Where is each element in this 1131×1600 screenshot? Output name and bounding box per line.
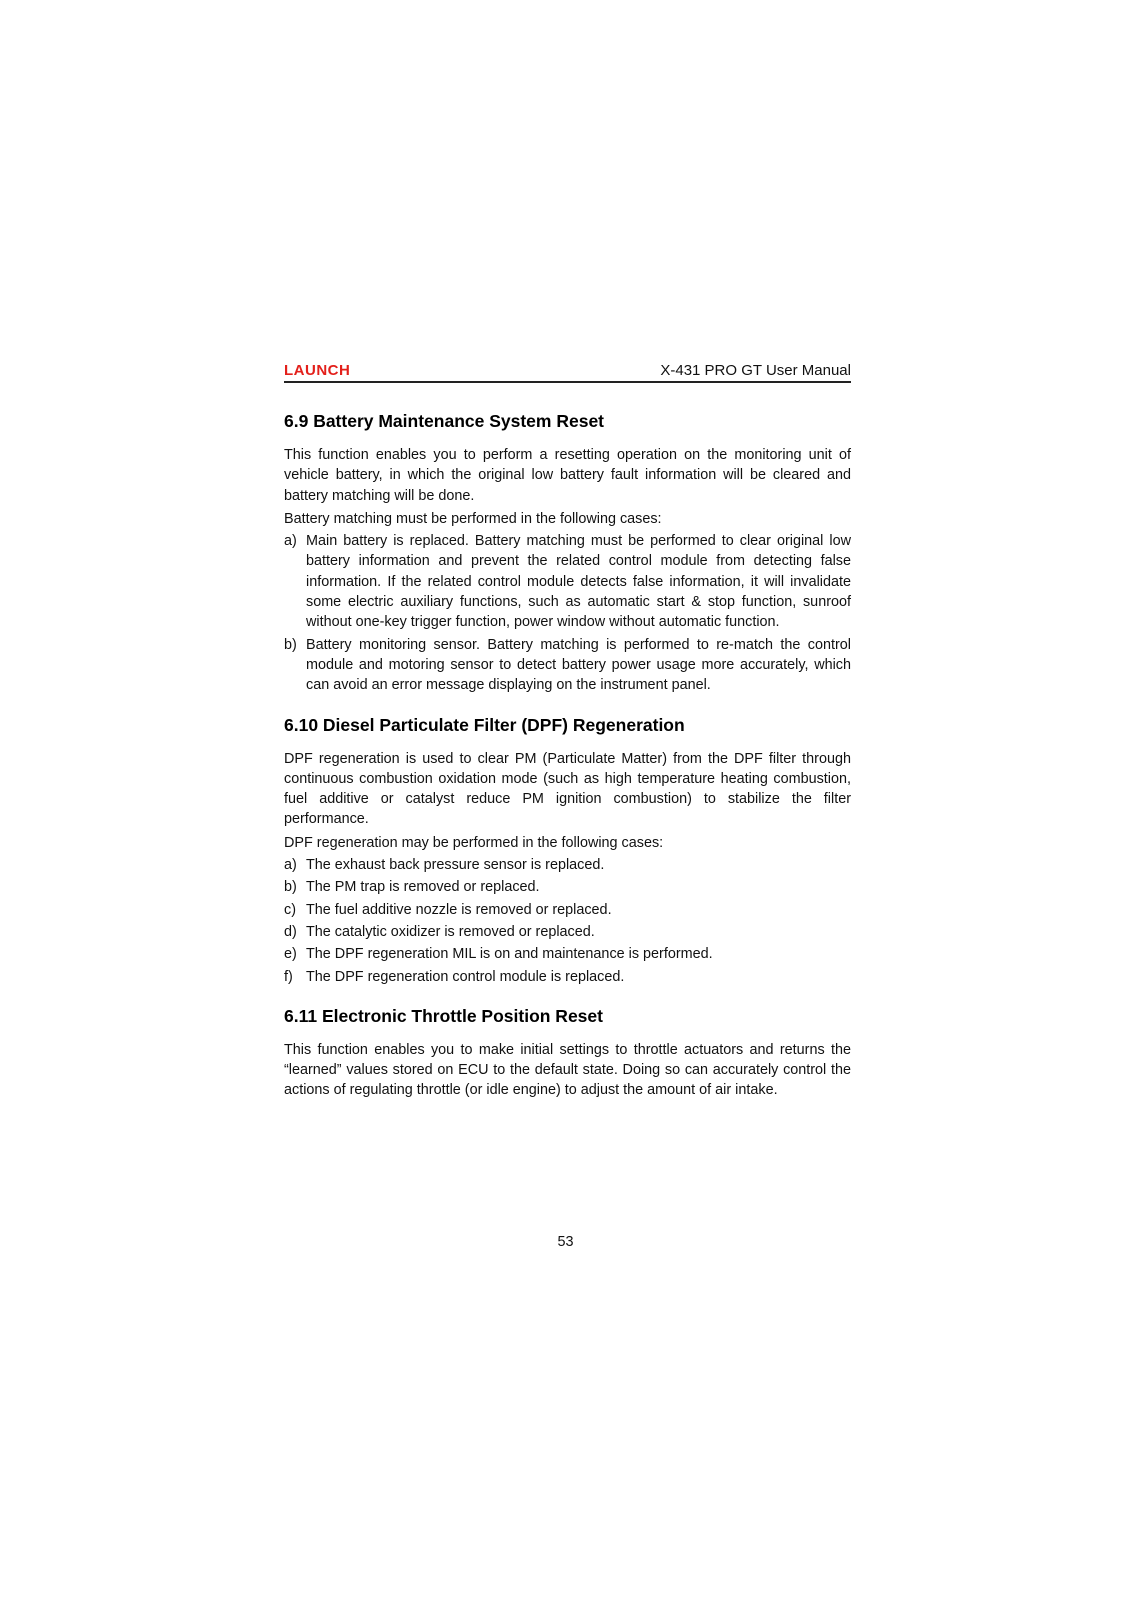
list-item-text: The exhaust back pressure sensor is replaced. [306,857,605,874]
list-item-text: The DPF regeneration control module is replaced. [306,968,625,985]
section-6-9-intro: This function enables you to perform a resetting operation on the monitoring unit of vehicle battery, in which the original low battery fault information will be cleared and battery matching will be done. [284,447,851,504]
list-item [284,855,851,875]
page-number: 53 [557,1234,574,1250]
page-header [284,358,851,383]
list-item-text: Main battery is replaced. Battery matching must be performed to clear original low battery information and prevent the related control module from detecting false information. If the related control module detects false information, it will invalidate some electric auxiliary functions, such as automatic start & stop function, sunroof without one-key trigger function, power window without automatic function. [306,533,851,631]
section-6-11-intro: This function enables you to make initial settings to throttle actuators and returns the “learned” values stored on ECU to the default state. Doing so can accurately control the actions of regulating throttle (or idle engine) to adjust the amount of air intake. [284,1041,851,1099]
list-marker: e) [284,946,297,963]
list-item [284,944,851,964]
list-item-text: The DPF regeneration MIL is on and maintenance is performed. [306,946,713,963]
list-marker: b) [284,879,297,896]
list-marker: a) [284,857,297,874]
list-marker: d) [284,923,297,940]
section-title-6-9: 6.9 Battery Maintenance System Reset [284,411,604,431]
list-item-text: The catalytic oxidizer is removed or replaced. [306,923,595,940]
section-6-10-list [284,855,851,987]
list-marker: f) [284,968,293,985]
list-item [284,531,851,632]
section-title-6-11: 6.11 Electronic Throttle Position Reset [284,1005,603,1026]
list-item-text: The fuel additive nozzle is removed or replaced. [306,901,612,918]
section-6-10-intro: DPF regeneration is used to clear PM (Particulate Matter) from the DPF filter through continuous combustion oxidation mode (such as high temperature heating combustion, fuel additive or catalyst reduce PM ignition combustion) to stabilize the filter performance. [284,750,851,828]
section-6-9-list [284,531,851,695]
section-6-10-cases-intro: DPF regeneration may be performed in the following cases: [284,834,664,851]
list-item [284,635,851,696]
list-marker: c) [284,901,296,918]
list-item [284,877,851,897]
section-title-6-10: 6.10 Diesel Particulate Filter (DPF) Regeneration [284,714,685,735]
list-item-text: The PM trap is removed or replaced. [306,879,540,896]
brand-logo: LAUNCH [284,362,351,379]
list-item-text: Battery monitoring sensor. Battery matching is performed to re-match the control module and motoring sensor to detect battery power usage more accurately, which can avoid an error message displaying on the instrument panel. [306,636,851,694]
manual-page [284,358,851,1101]
manual-title: X-431 PRO GT User Manual [660,362,851,379]
section-6-9-cases-intro: Battery matching must be performed in the following cases: [284,510,662,527]
list-item [284,922,851,942]
list-marker: b) [284,636,297,653]
list-item [284,967,851,987]
list-marker: a) [284,533,297,550]
list-item [284,900,851,920]
